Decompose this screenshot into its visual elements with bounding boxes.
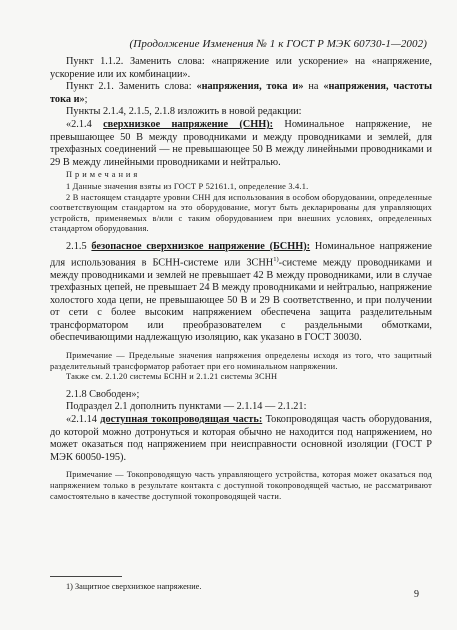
paragraph-1-1-2: Пункт 1.1.2. Заменить слова: «напряжение или ускорение» на «напряжение, ускорение или их комбинации». <box>50 56 432 80</box>
text-run: Номинальное напряжение для использования в БСНН-системе или ЗСНН <box>50 240 432 268</box>
paragraph-items: Пункты 2.1.4, 2.1.5, 2.1.8 изложить в новой редакции: <box>66 106 302 118</box>
note-4: Также см. 2.1.20 системы БСНН и 2.1.21 системы ЗСНН <box>66 372 278 382</box>
text-run: -системе между проводниками и между проводниками и землей не превышает 42 В между проводниками, или в случае трехфазных цепей, не превышает 24 В между проводниками и нейтралью, напряжение холостого хода цепи, не превышающее 50 В и 29 В соответственно, и при получении от сети с более высоким напряжением обеспечена защита разделительным трансформатором или преобразователем с раздельными обмотками, обеспечивающими надлежащую изоляцию, как указано в ГОСТ 30030. <box>50 256 433 344</box>
text-run: Пункт 2.1. Заменить слова: <box>66 81 197 93</box>
term-sнн: сверхнизкое напряжение (СНН): <box>103 118 274 130</box>
document-body <box>50 56 432 502</box>
bold-run: «напряжения, тока и» <box>196 81 304 93</box>
paragraph-2-1 <box>50 81 432 106</box>
running-header: (Продолжение Изменения № 1 к ГОСТ Р МЭК 60730-1—2002) <box>129 38 427 50</box>
text-run: Номинальное напряжение, не превышающее 50 В между проводниками и между проводниками и землей, для трехфазных соединений — не превышающее 50 В между линейными проводниками и 29 В между линейными проводниками и нейтралью. <box>50 118 432 168</box>
definition-2-1-14 <box>50 414 432 464</box>
term-accessible-part: доступная токопроводящая часть: <box>100 414 263 426</box>
paragraph-subsection: Подраздел 2.1 дополнить пунктами — 2.1.14 — 2.1.21: <box>66 401 307 413</box>
text-run: «2.1.14 <box>66 414 101 426</box>
text-run: «2.1.4 <box>66 118 104 130</box>
paragraph-2-1-8: 2.1.8 Свободен»; <box>66 388 140 400</box>
note-3: Примечание — Предельные значения напряжения определены исходя из того, что защитный разделительный трансформатор работает при его номинальном напряжении. <box>50 351 432 371</box>
page-number: 9 <box>414 589 419 600</box>
text-run: ; <box>84 93 88 105</box>
notes-heading: Примечания <box>66 170 141 180</box>
note-5: Примечание — Токопроводящую часть управляющего устройства, которая может оказаться под напряжением только в результате контакта с доступной токопроводящей частью, не рассматривают самостоятельно в качестве доступной токопроводящей части. <box>50 470 432 501</box>
footnote-rule <box>50 576 122 577</box>
definition-2-1-4 <box>50 119 432 169</box>
note-2: 2 В настоящем стандарте уровни СНН для использования в особом оборудовании, определенные соответствующим стандартом на это оборудование, могут быть декларированы для управляющих устройств, применяемых в/или с таким оборудованием при внешних условиях, определенных стандартом оборудования. <box>50 192 432 234</box>
footnote-ref: 1) <box>273 255 279 263</box>
text-run: Токопроводящая часть оборудования, до которой можно дотронуться и которая обычно не находится под напряжением, но может оказаться под напряжением при неисправности основной изоляции (ГОСТ Р МЭК 60050-195). <box>50 414 432 463</box>
text-run: 2.1.5 <box>66 240 92 252</box>
note-1: 1 Данные значения взяты из ГОСТ Р 52161.1, определение 3.4.1. <box>66 181 309 191</box>
text-run: на <box>303 81 324 93</box>
term-bsnn: безопасное сверхнизкое напряжение (БСНН): <box>91 240 311 252</box>
footnote: 1) Защитное сверхнизкое напряжение. <box>66 582 202 591</box>
definition-2-1-5 <box>50 241 432 345</box>
bold-run: «напряжения, частоты тока и» <box>50 81 432 105</box>
